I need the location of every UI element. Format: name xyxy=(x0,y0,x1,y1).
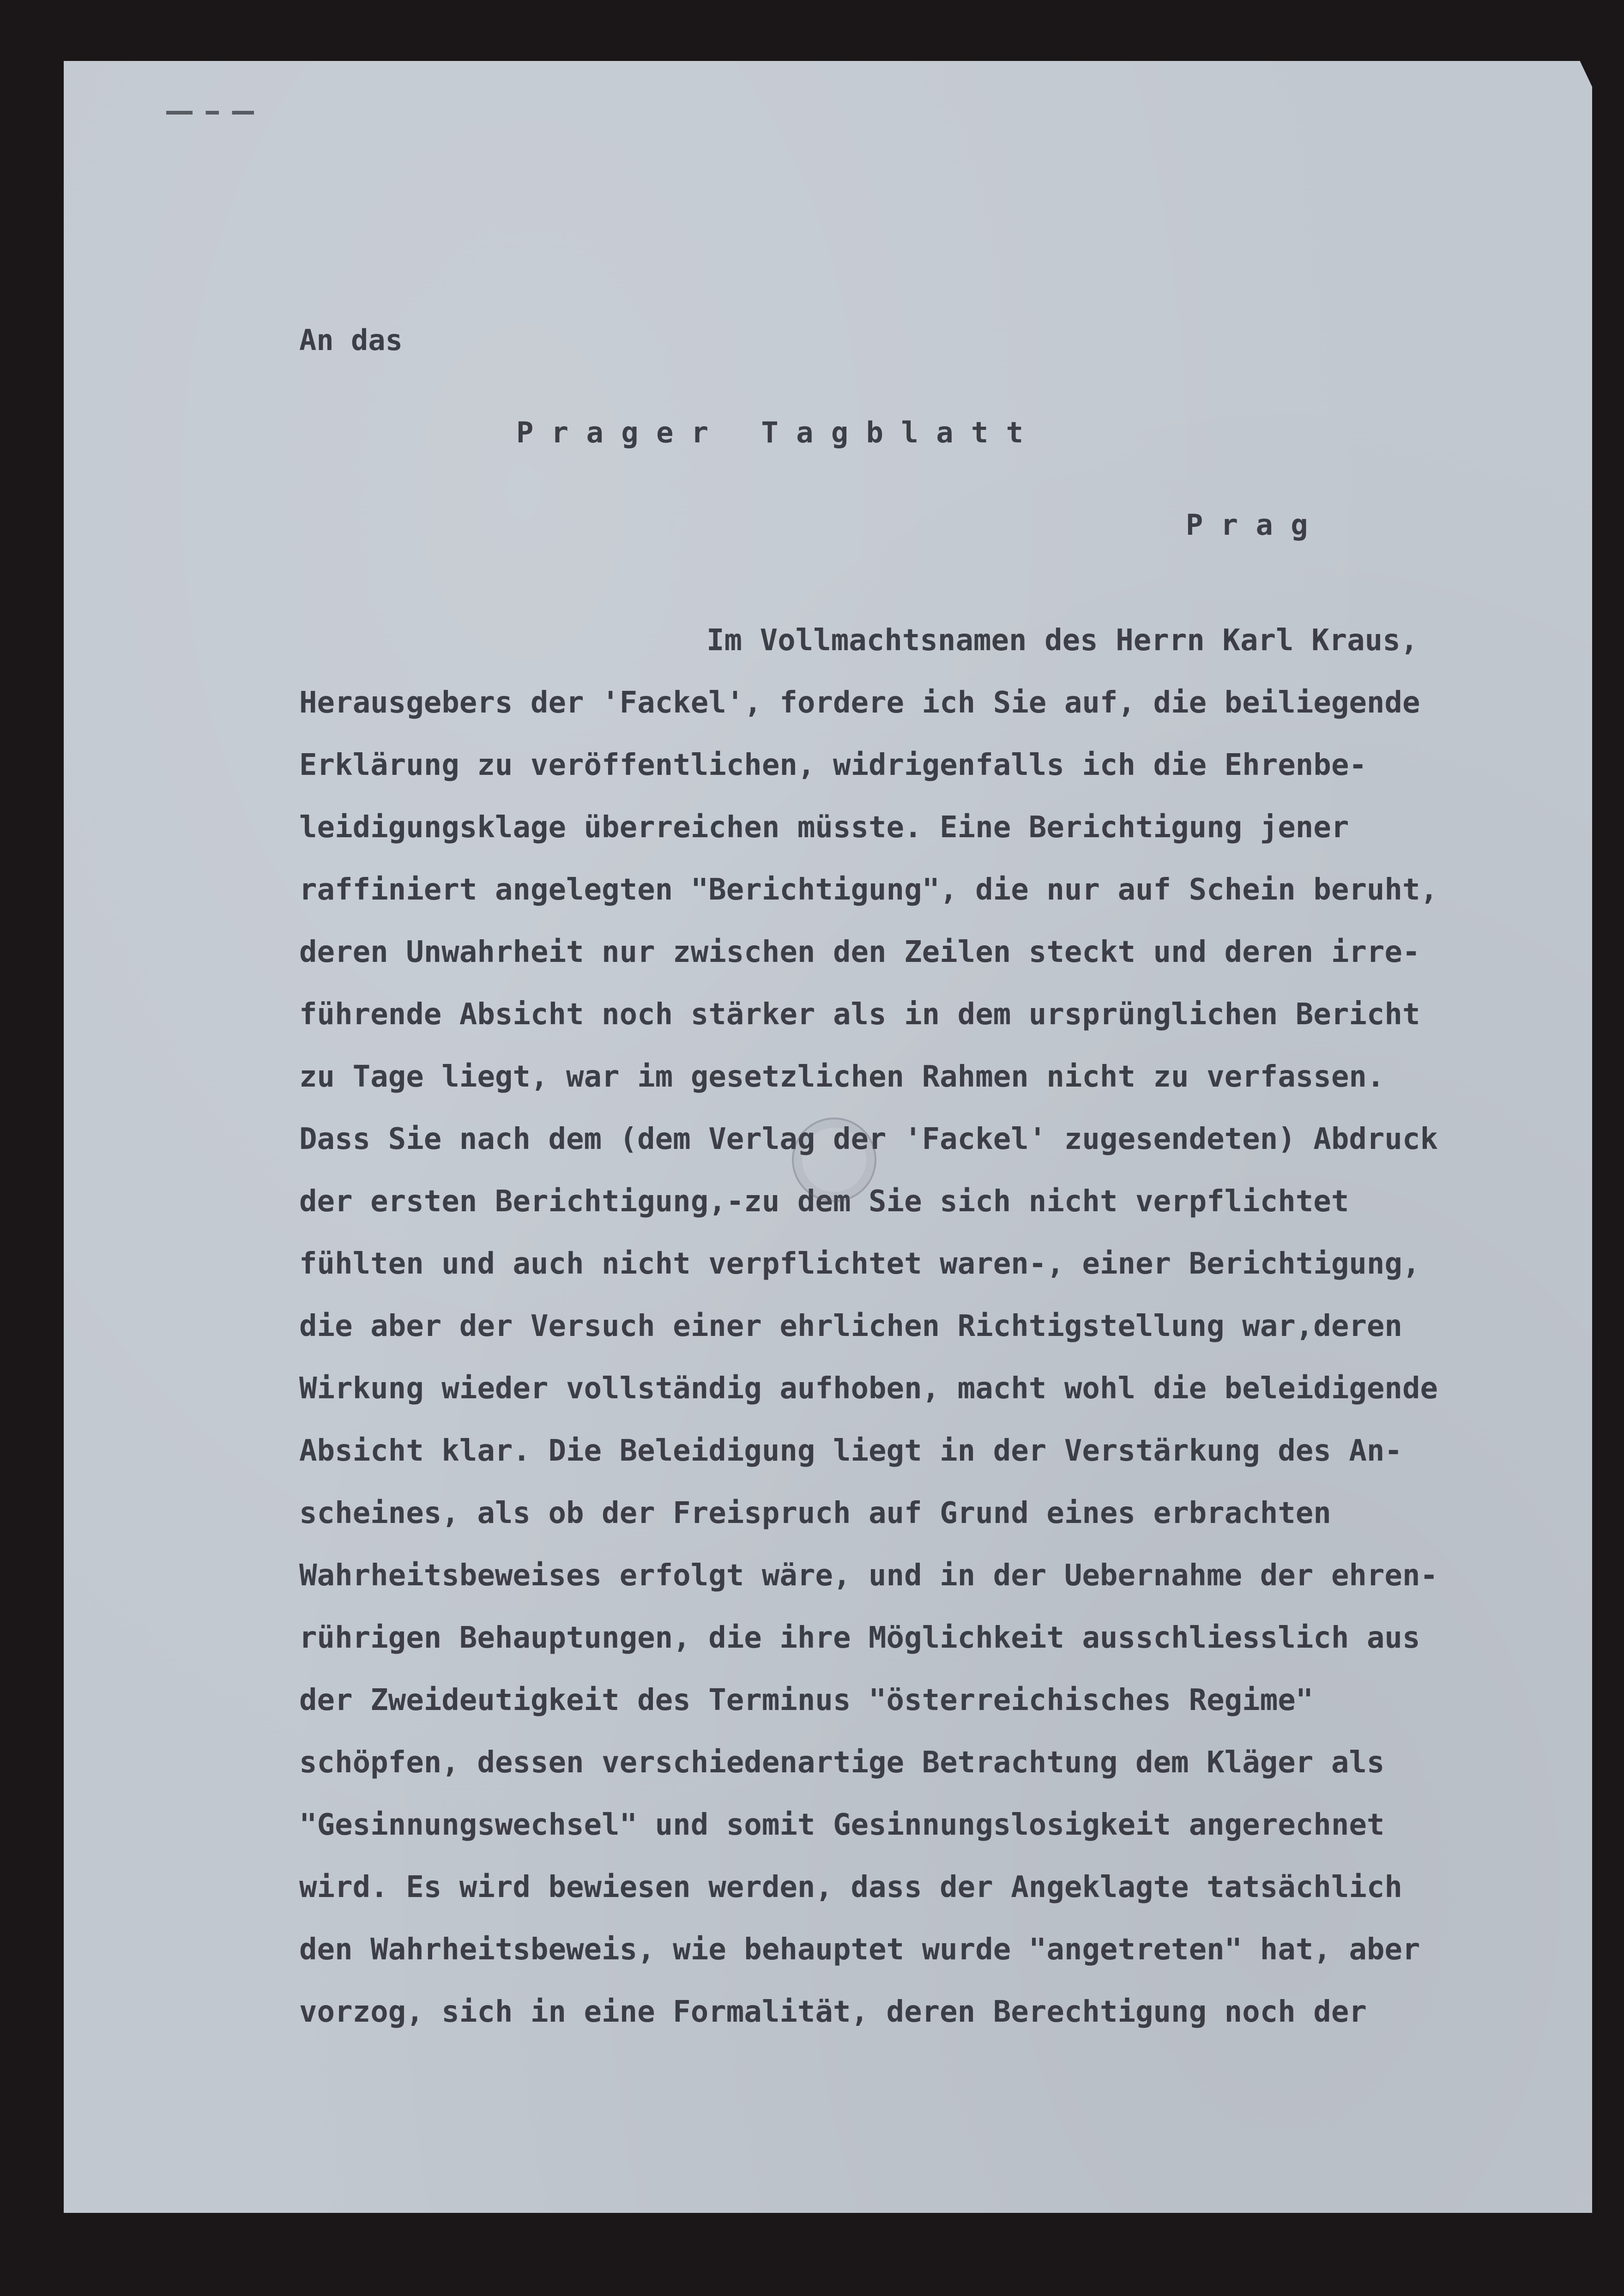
body-line: den Wahrheitsbeweis, wie behauptet wurde "angetreten" hat, aber xyxy=(299,1933,1420,1967)
body-line: Wahrheitsbeweises erfolgt wäre, und in der Uebernahme der ehren- xyxy=(299,1559,1438,1593)
body-line: Erklärung zu veröffentlichen, widrigenfalls ich die Ehrenbe- xyxy=(299,748,1367,782)
body-line: fühlten und auch nicht verpflichtet waren-, einer Berichtigung, xyxy=(299,1247,1420,1281)
body-line: schöpfen, dessen verschiedenartige Betrachtung dem Kläger als xyxy=(299,1746,1385,1780)
body-line: die aber der Versuch einer ehrlichen Richtigstellung war,deren xyxy=(299,1309,1402,1343)
salutation: An das xyxy=(299,323,403,357)
body-line: zu Tage liegt, war im gesetzlichen Rahmen nicht zu verfassen. xyxy=(299,1060,1385,1094)
body-line: raffiniert angelegten "Berichtigung", die nur auf Schein beruht, xyxy=(299,873,1438,907)
body-line: Absicht klar. Die Beleidigung liegt in der Verstärkung des An- xyxy=(299,1434,1402,1468)
body-line: vorzog, sich in eine Formalität, deren Berechtigung noch der xyxy=(299,1995,1367,2029)
body-line: Im Vollmachtsnamen des Herrn Karl Kraus, xyxy=(706,623,1419,658)
body-line: führende Absicht noch stärker als in dem ursprünglichen Bericht xyxy=(299,997,1420,1032)
recipient-newspaper: Prager Tagblatt xyxy=(516,416,1041,449)
body-line: wird. Es wird bewiesen werden, dass der Angeklagte tatsächlich xyxy=(299,1870,1402,1904)
body-line: der Zweideutigkeit des Terminus "österreichisches Regime" xyxy=(299,1683,1314,1717)
body-line: "Gesinnungswechsel" und somit Gesinnungslosigkeit angerechnet xyxy=(299,1808,1385,1842)
body-line: leidigungsklage überreichen müsste. Eine Berichtigung jener xyxy=(299,810,1349,845)
body-line: Herausgebers der 'Fackel', fordere ich Sie auf, die beiliegende xyxy=(299,686,1420,720)
faint-stamp-icon xyxy=(792,1118,876,1202)
body-line: scheines, als ob der Freispruch auf Grund eines erbrachten xyxy=(299,1496,1331,1530)
body-line: der ersten Berichtigung,-zu dem Sie sich nicht verpflichtet xyxy=(299,1184,1349,1219)
recipient-city: Prag xyxy=(1186,508,1326,542)
body-line: deren Unwahrheit nur zwischen den Zeilen steckt und deren irre- xyxy=(299,935,1420,969)
body-line: Wirkung wieder vollständig aufhoben, macht wohl die beleidigende xyxy=(299,1372,1438,1406)
body-line: Dass Sie nach dem (dem Verlag der 'Fackel' zugesendeten) Abdruck xyxy=(299,1122,1438,1156)
body-line: rührigen Behauptungen, die ihre Möglichkeit ausschliesslich aus xyxy=(299,1621,1420,1655)
typed-dash-mark xyxy=(166,111,254,115)
